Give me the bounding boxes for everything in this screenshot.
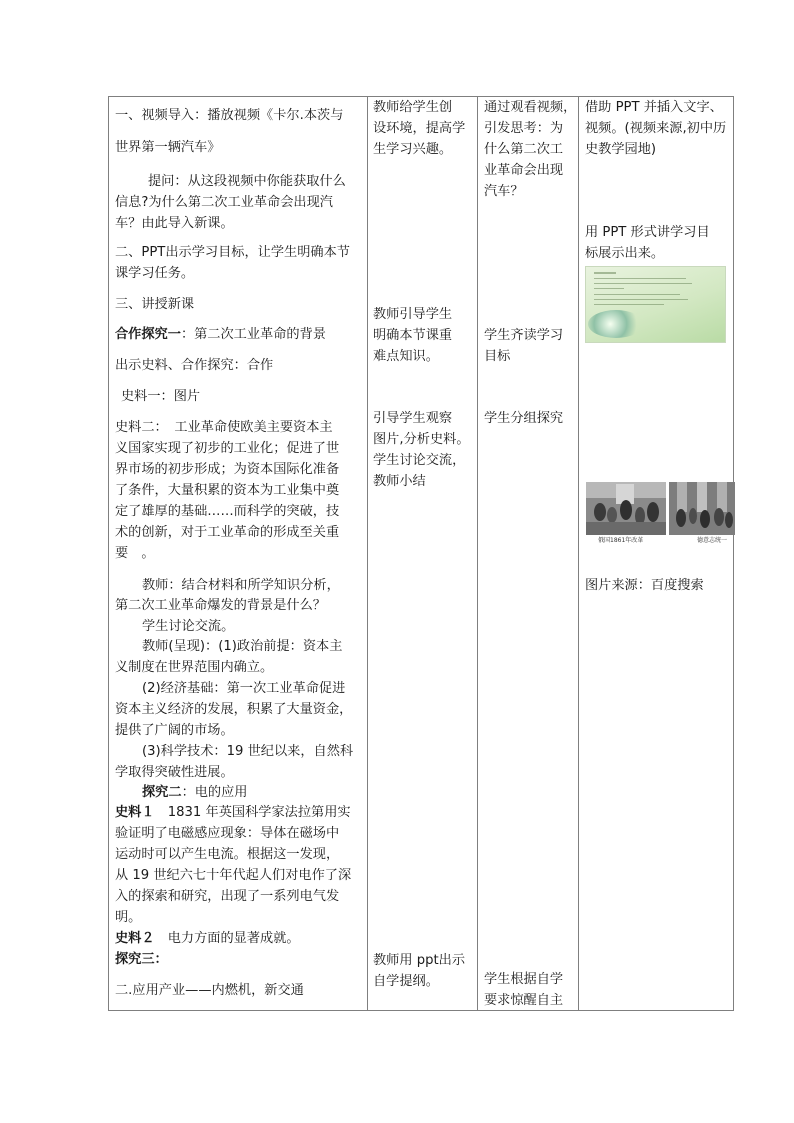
col1-teacher-q-line1: 教师：结合材料和所学知识分析， — [142, 578, 340, 593]
photo-german-unification — [669, 482, 735, 535]
col2-d-line1: 教师用 ppt出示 — [373, 953, 466, 968]
col3-a-line5: 汽车？ — [484, 184, 524, 199]
col2-d-line2: 自学提纲。 — [373, 974, 439, 989]
column-divider-3 — [578, 97, 579, 1010]
col1-inquiry-one — [115, 325, 326, 346]
col1-material1-line4: 从 19 世纪六七十年代起人们对电作了深 — [115, 868, 352, 883]
col3-a-line2: 引发思考：为 — [484, 121, 564, 136]
material1-text: 1831 年英国科学家法拉第用实 — [154, 805, 351, 820]
col1-economic-line2: 资本主义经济的发展，积累了大量资金， — [115, 702, 353, 717]
ppt-objectives-thumbnail — [585, 266, 726, 343]
col1-science-line1: (3)科学技术：19 世纪以来，自然科 — [142, 744, 354, 759]
col2-a-line2: 设环境，提高学 — [373, 121, 466, 136]
col4-b-line1: 用 PPT 形式讲学习目 — [585, 225, 710, 240]
col4-a-line2: 视频。(视频来源,初中历 — [585, 121, 727, 136]
col1-science-line2: 学取得突破性进展。 — [115, 765, 234, 780]
col2-b-line2: 明确本节课重 — [373, 328, 453, 343]
inquiry-one-label: 合作探究一 — [115, 327, 181, 342]
col2-c-line4: 教师小结 — [373, 474, 426, 489]
col1-sources-intro: 出示史料、合作探究：合作 — [115, 358, 274, 373]
material1-label: 史料１ — [115, 805, 155, 820]
col1-source-two-line5: 定了雄厚的基础……而科学的突破，技 — [115, 504, 340, 519]
col1-section-title: 三、讲授新课 — [115, 297, 195, 312]
col3-a-line1: 通过观看视频， — [484, 100, 577, 115]
col2-c-line1: 引导学生观察 — [373, 411, 453, 426]
col2-a-line3: 生学习兴趣。 — [373, 142, 453, 157]
col1-material2 — [115, 929, 300, 950]
col1-source-two-line6: 术的创新，对于工业革命的形成至关重 — [115, 525, 340, 540]
col1-question-line3: 车？由此导入新课。 — [115, 216, 234, 231]
col3-c-line1: 学生分组探究 — [484, 411, 564, 426]
col3-a-line4: 业革命会出现 — [484, 163, 564, 178]
col1-intro-line2: 世界第一辆汽车》 — [115, 140, 221, 155]
col1-material1-line1 — [115, 803, 351, 824]
col1-source-two-line4: 了条件，大量积累的资本为工业集中奠 — [115, 483, 340, 498]
caption-russian-reform: 俄国1861年改革 — [598, 537, 644, 544]
col1-ppt-line1: 二、PPT出示学习目标，让学生明确本节 — [115, 245, 350, 260]
col1-source-two-line7: 要 。 — [115, 546, 155, 561]
col1-teacher-q-line2: 第二次工业革命爆发的背景是什么？ — [115, 598, 326, 613]
col3-d-line1: 学生根据自学 — [484, 972, 564, 987]
col3-b-line1: 学生齐读学习 — [484, 328, 564, 343]
col4-a-line1: 借助 PPT 并插入文字、 — [585, 100, 723, 115]
col4-image-source: 图片来源：百度搜索 — [585, 578, 704, 593]
inquiry-two-text: ：电的应用 — [181, 785, 248, 800]
col1-teacher-present-line2: 义制度在世界范围内确立。 — [115, 660, 274, 675]
col2-a-line1: 教师给学生创 — [373, 100, 453, 115]
col1-source-one: 史料一：图片 — [121, 389, 201, 404]
col1-application: 二.应用产业——内燃机，新交通 — [115, 983, 304, 998]
inquiry-two-label: 探究二 — [142, 785, 182, 800]
col1-material1-line2: 验证明了电磁感应现象：导体在磁场中 — [115, 826, 340, 841]
col1-economic-line1: (2)经济基础：第一次工业革命促进 — [142, 681, 346, 696]
col1-inquiry-two — [142, 783, 248, 804]
caption-german-unification: 德意志统一 — [697, 537, 728, 544]
photo-russian-reform — [586, 482, 666, 535]
col2-b-line1: 教师引导学生 — [373, 307, 453, 322]
col1-question-line2: 信息?为什么第二次工业革命会出现汽 — [115, 195, 333, 210]
col3-a-line3: 什么第二次工 — [484, 142, 564, 157]
col2-c-line2: 图片,分析史料。 — [373, 432, 470, 447]
col1-inquiry-three: 探究三： — [115, 952, 168, 967]
col4-a-line3: 史教学园地) — [585, 142, 657, 157]
col1-student-discuss: 学生讨论交流。 — [142, 619, 235, 634]
col1-ppt-line2: 课学习任务。 — [115, 266, 195, 281]
col3-b-line2: 目标 — [484, 349, 511, 364]
slide-decoration-icon — [588, 310, 644, 338]
col1-economic-line3: 提供了广阔的市场。 — [115, 723, 234, 738]
material2-label: 史料２ — [115, 931, 155, 946]
column-divider-1 — [367, 97, 368, 1010]
col4-b-line2: 标展示出来。 — [585, 246, 665, 261]
inquiry-one-text: ：第二次工业革命的背景 — [180, 327, 326, 342]
col1-source-two-line3: 界市场的初步形成；为资本国际化准备 — [115, 462, 340, 477]
col1-material1-line5: 入的探索和研究，出现了一系列电气发 — [115, 889, 340, 904]
col1-material1-line6: 明。 — [115, 910, 142, 925]
col1-question-line1: 提问：从这段视频中你能获取什么 — [148, 174, 346, 189]
col1-teacher-present-line1: 教师(呈现)：(1)政治前提：资本主 — [142, 639, 343, 654]
col2-b-line3: 难点知识。 — [373, 349, 439, 364]
col1-source-two-line2: 义国家实现了初步的工业化；促进了世 — [115, 441, 340, 456]
col2-c-line3: 学生讨论交流， — [373, 453, 466, 468]
column-divider-2 — [477, 97, 478, 1010]
col1-intro-line1: 一、视频导入：播放视频《卡尔.本茨与 — [115, 108, 344, 123]
col3-d-line2: 要求惊醒自主 — [484, 993, 564, 1008]
col1-source-two-line1: 史料二： 工业革命使欧美主要资本主 — [115, 420, 333, 435]
col1-material1-line3: 运动时可以产生电流。根据这一发现， — [115, 847, 340, 862]
material2-text: 电力方面的显著成就。 — [154, 931, 300, 946]
